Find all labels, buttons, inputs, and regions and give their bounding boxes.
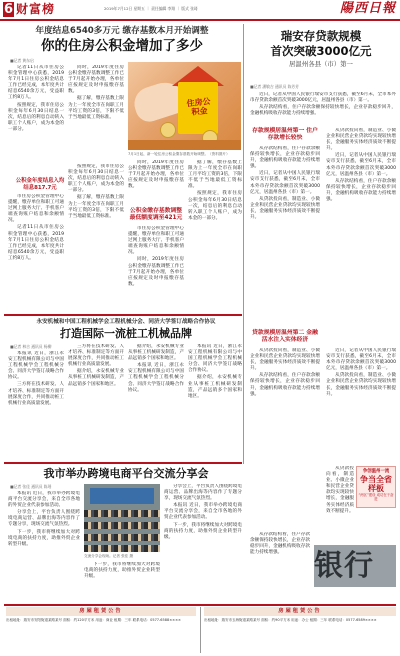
- lead-paragraph: 据了解，缴存基数上限为上一年度全市在岗职工月平均工资的3倍，下限不低于当地最低工资标准。: [188, 160, 242, 190]
- lead-col-6: [128, 226, 184, 312]
- coin-icon: [160, 122, 176, 138]
- right-col-4: [326, 348, 396, 462]
- right-headline-line-2: 首次突破3000亿元: [270, 44, 372, 58]
- bottom-paragraph: 本报讯 近日，我市举办跨境电商平台交流分享会，来自全市各地的外贸企业代表参加活动。: [8, 491, 80, 509]
- lead-col-3: [8, 194, 64, 312]
- lead-paragraph: 同时，2019年度住房公积金缴存基数调整工作已于7月起开始办理，各单位应按规定及时申报缴存基数。: [128, 257, 184, 287]
- mid-col-4: [188, 344, 242, 459]
- date-line: 2019年7月12日 星期五 ｜ 责任编辑 李翔 ｜ 版式 张琦: [104, 6, 198, 11]
- lead-paragraph: 同时，2019年度住房公积金缴存基数调整工作已于7月起开始办理，各单位应按规定及时申报缴存基数。: [68, 65, 124, 95]
- right-paragraph: 近日，记者从中国人民银行瑞安市支行获悉，截至6月末，全市本外币存贷款余额首次突破3000亿元，居温州各县（市）第一。: [326, 153, 396, 177]
- right-paragraph: 从贷款投向看，制造业、小微企业和民营企业贷款均实现较快增长，金融服务实体经济质效不断提升。: [326, 373, 396, 397]
- mid-col-1: [8, 351, 64, 459]
- lead-paragraph: 按照规定，我市住房公积金每年6月30日结息一次，结息后的利息自动转入职工个人账户，成为本金的一部分。: [8, 102, 64, 132]
- right-col-1: [250, 146, 320, 320]
- audience-row: [84, 510, 160, 517]
- bottom-col-2: [84, 562, 160, 600]
- audience-row: [84, 522, 160, 529]
- ads-divider: [4, 604, 396, 606]
- right-subhead-a: 存款规模居温州第一 住户存款增长较快: [252, 128, 318, 142]
- mid-paragraph: 据介绍，永安机械专业从事桩工机械研发制造，产品远销多个国家和地区。: [188, 375, 242, 399]
- right-paragraph: 近日，记者从中国人民银行瑞安市支行获悉，截至6月末，全市本外币存贷款余额首次突破3000亿元，居温州各县（市）第一。: [250, 171, 320, 195]
- promo-bottom-text: “两区”建设 成功在于奋进: [358, 492, 394, 501]
- lead-col-4: [68, 164, 124, 312]
- bank-sign-text: 银行: [314, 548, 375, 582]
- lead-paragraph: 市住房公积金管理中心提醒，缴存单位和职工可通过网上服务大厅、手机客户端查询账户结息和余额情况。: [8, 194, 64, 224]
- lead-col-1: [8, 65, 64, 173]
- ads-right-text: 出租地址：瑞安市玉海街道某路某号 面积：约90平方米 用途：办公 租期：三年 联系电话：0577-6589××××: [204, 618, 377, 622]
- right-col-6: [326, 466, 354, 542]
- page-number: 6: [3, 2, 14, 17]
- right-col-2: [326, 128, 396, 344]
- right-paragraph: 从存款结构看，住户存款余额保持较快增长，企业存款稳步回升，金融机构吸收存款能力持续增强。: [250, 532, 310, 556]
- promo-big-text: 争当全省样板: [360, 474, 392, 493]
- section-divider: [4, 314, 242, 316]
- lead-paragraph: 据了解，缴存基数上限为上一年度全市在岗职工月平均工资的3倍，下限不低于当地最低工资标准。: [68, 195, 124, 219]
- lead-subhead-1: 公积金年度结息入均结息817.7元: [15, 178, 65, 191]
- bottom-col-3: [164, 484, 242, 600]
- housing-fund-illustration: [128, 62, 241, 150]
- page-header: [0, 0, 400, 22]
- mid-paragraph: 本报讯 近日，浙江永安工程机械有限公司与中国工程机械学会工程机械分会、同济大学签订战略合作协议。: [128, 363, 184, 393]
- ads-header-right: 房屋租赁公告: [204, 607, 396, 616]
- lead-byline: ■记者 黄东启: [10, 58, 34, 63]
- right-intro: [250, 92, 396, 120]
- right-subhead-b: 贷款规模居温州第二 金融活水注入实体经济: [252, 330, 318, 344]
- lead-paragraph: 据了解，缴存基数上限为上一年度全市在岗职工月平均工资的3倍，下限不低于当地最低工资标准。: [68, 96, 124, 120]
- section-divider: [4, 462, 242, 464]
- mid-paragraph: 三方将在技术研发、人才培养、标准制定等方面开展深度合作，共同推动桩工机械行业高质量发展。: [8, 382, 64, 406]
- lead-paragraph: 按照规定，我市住房公积金每年6月30日结息一次，结息后的利息自动转入职工个人账户，成为本金的一部分。: [188, 191, 242, 221]
- mid-paragraph: 据介绍，永安机械专业从事桩工机械研发制造，产品远销多个国家和地区。: [128, 344, 184, 362]
- lead-paragraph: 记者11日从市住房公积金管理中心获悉，2019年7月1日住房公积金结息工作已经完成，本年度共计结息6540余万元，受益职工约8万人。: [8, 225, 64, 261]
- meeting-photo-caption: 交流分享会现场。记者 张佳 摄: [84, 554, 134, 558]
- right-paragraph: 从存款结构看，住户存款余额保持较快增长，企业存款稳步回升，金融机构吸收存款能力持续增强。: [326, 178, 396, 203]
- newspaper-logo: 陽西日報: [339, 1, 396, 16]
- right-paragraph: 从存款结构看，住户存款余额保持较快增长，企业存款稳步回升，金融机构吸收存款能力持续增强。: [250, 105, 396, 117]
- right-col-5: [250, 532, 310, 588]
- right-paragraph: 从贷款投向看，制造业、小微企业和民营企业贷款均实现较快增长，金融服务实体经济质效不断提升。: [326, 128, 396, 152]
- photo-label: 住房公积金: [186, 96, 211, 117]
- section-name: 财富榜: [16, 2, 56, 16]
- lead-paragraph: 记者11日从市住房公积金管理中心获悉，2019年7月1日住房公积金结息工作已经完成，本年度共计结息6540余万元，受益职工约8万人。: [8, 65, 64, 101]
- right-paragraph: 近日，记者从中国人民银行瑞安市支行获悉，截至6月末，全市本外币存贷款余额首次突破3000亿元，居温州各县（市）第一。: [250, 92, 396, 104]
- mid-col-3: [128, 344, 184, 459]
- right-paragraph: 从存款结构看，住户存款余额保持较快增长，企业存款稳步回升，金融机构吸收存款能力持续增强。: [250, 373, 320, 397]
- lead-headline: 你的住房公积金增加了多少: [41, 38, 203, 54]
- meeting-photo: [84, 484, 160, 552]
- right-paragraph: 近日，记者从中国人民银行瑞安市支行获悉，截至6月末，全市本外币存贷款余额首次突破3000亿元，居温州各县（市）第一。: [326, 348, 396, 372]
- bottom-byline: ■记者 张佳 通讯员 陈瑶: [10, 484, 52, 489]
- right-byline: ■记者 潘敏吉 通讯员 陈芳芳: [250, 84, 299, 89]
- right-col-3: [250, 348, 320, 530]
- bottom-paragraph: 分享会上，平台负责人围绕跨境电商运营、品牌出海等内容作了专题分享，现场交流气氛热烈。: [8, 510, 80, 528]
- right-headline-line-1: 瑞安存贷款规模: [280, 29, 362, 43]
- audience-row: [84, 534, 160, 541]
- mid-byline: ■记者 林吉 通讯员 杨柳: [10, 344, 52, 349]
- lead-col-2: [68, 65, 124, 173]
- right-paragraph: 从贷款投向看，制造业、小微企业和民营企业贷款均实现较快增长，金融服务实体经济质效不断提升。: [326, 466, 354, 514]
- bottom-col-1: [8, 491, 80, 601]
- mid-col-2: [68, 344, 124, 459]
- mid-paragraph: 本报讯 近日，浙江永安工程机械有限公司与中国工程机械学会工程机械分会、同济大学签订战略合作协议。: [8, 351, 64, 381]
- audience-row: [84, 545, 160, 552]
- right-paragraph: 从贷款投向看，制造业、小微企业和民营企业贷款均实现较快增长，金融服务实体经济质效不断提升。: [250, 348, 320, 372]
- lead-paragraph: 市住房公积金管理中心提醒，缴存单位和职工可通过网上服务大厅、手机客户端查询账户结息和余额情况。: [128, 226, 184, 256]
- bottom-headline: 我市举办跨境电商平台交流分享会: [43, 467, 209, 480]
- right-paragraph: 从贷款投向看，制造业、小微企业和民营企业贷款均实现较快增长，金融服务实体经济质效不断提升。: [250, 196, 320, 221]
- bottom-paragraph: 下一步，我市将继续加大对跨境电商的扶持力度，助推外贸企业转型升级。: [164, 522, 242, 540]
- lead-col-7: [188, 160, 242, 312]
- lead-subhead-2: 公积金缴存基数调整 最低额度调至421元: [129, 208, 183, 222]
- bottom-paragraph: 下一步，我市将继续加大对跨境电商的扶持力度，助推外贸企业转型升级。: [8, 529, 80, 547]
- header-rule: [0, 19, 400, 21]
- photo-caption: 7月1日起，新一轮住房公积金缴存基数开始调整。（资料图片）: [128, 152, 230, 156]
- mid-paragraph: 据介绍，永安机械专业从事桩工机械研发制造，产品远销多个国家和地区。: [68, 369, 124, 387]
- bottom-paragraph: 下一步，我市将继续加大对跨境电商的扶持力度，助推外贸企业转型升级。: [84, 562, 160, 580]
- lead-paragraph: 同时，2019年度住房公积金缴存基数调整工作已于7月起开始办理，各单位应按规定及时申报缴存基数。: [128, 160, 184, 190]
- lead-paragraph: 按照规定，我市住房公积金每年6月30日结息一次，结息后的利息自动转入职工个人账户，成为本金的一部分。: [68, 164, 124, 194]
- right-paragraph: 从存款结构看，住户存款余额保持较快增长，企业存款稳步回升，金融机构吸收存款能力持续增强。: [250, 146, 320, 170]
- bottom-paragraph: 本报讯 近日，我市举办跨境电商平台交流分享会，来自全市各地的外贸企业代表参加活动。: [164, 503, 242, 521]
- meeting-screen: [90, 488, 154, 504]
- right-subtitle: 居温州各县（市）第一: [289, 60, 353, 68]
- photo-stripe: [128, 140, 241, 150]
- mid-paragraph: 三方将在技术研发、人才培养、标准制定等方面开展深度合作，共同推动桩工机械行业高质量发展。: [68, 344, 124, 368]
- mid-kicker: 永安机械和中国工程机械学会工程机械分会、同济大学签订战略合作协议: [36, 319, 216, 325]
- bank-photo: [314, 545, 396, 587]
- ads-left-text: 出租地址：瑞安市安阳街道某路某号 面积：约120平方米 用途：商业 租期：三年 联系电话：0577-6588××××: [6, 618, 181, 622]
- column-divider: [243, 24, 244, 464]
- promo-box: [356, 466, 396, 508]
- lead-kicker: 年度结息6540多万元 缴存基数本月开始调整: [35, 26, 209, 36]
- mid-headline: 打造国际一流桩工机械品牌: [60, 327, 192, 340]
- mid-paragraph: 本报讯 近日，浙江永安工程机械有限公司与中国工程机械学会工程机械分会、同济大学签订战略合作协议。: [188, 344, 242, 374]
- ads-header-left: 房屋租赁公告: [6, 607, 196, 616]
- bottom-paragraph: 分享会上，平台负责人围绕跨境电商运营、品牌出海等内容作了专题分享，现场交流气氛热烈。: [164, 484, 242, 502]
- lead-col-5: [128, 160, 184, 206]
- ads-divider-vertical: [200, 607, 201, 653]
- promo-top-text: 争创温州一流: [362, 469, 390, 474]
